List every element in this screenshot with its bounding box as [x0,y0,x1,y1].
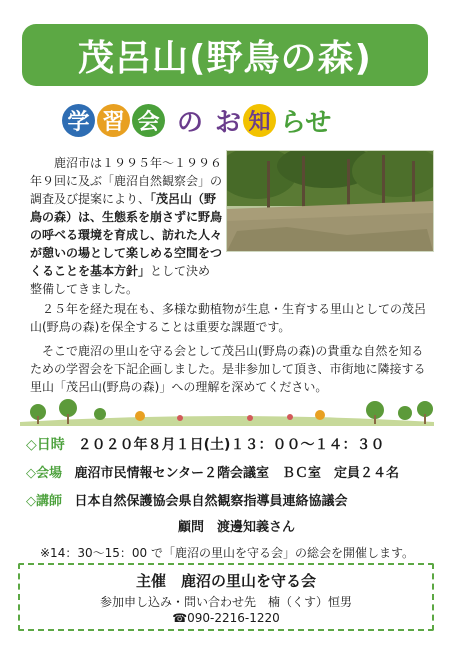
organizer: 主催 鹿沼の里山を守る会 [135,572,316,590]
venue-label: ◇会場 [26,466,62,481]
policy-text: 「茂呂山（野鳥の森）は、生態系を崩さずに野鳥の呼べる環境を育成し、訪れた人々が憩いの場として楽しめる空間をつくることを基本方針」 [30,192,223,278]
lecturer-label: ◇講師 [26,494,62,509]
subtitle [62,100,333,140]
subtitle-char-3: 会 [132,104,165,137]
venue-value: 鹿沼市民情報センター２階会議室 ＢＣ室 定員２４名 [74,466,400,481]
subtitle-char-1: 学 [62,104,95,137]
contact-person: 参加申し込み・問い合わせ先 楠（くす）恒男 [99,595,352,609]
decorative-trees [20,396,434,426]
phone-number: ☎090-2216-1220 [172,611,280,625]
lecturer-value: 日本自然保護協会県自然観察指導員連絡協議会 [74,494,348,509]
venue-row [26,462,399,481]
subtitle-char-2: 習 [97,104,130,137]
date-value: ２０２０年８月１日(土)１３：００～１４：３０ [77,437,385,453]
forest-photo [226,150,434,252]
conservation-paragraph: ２５年を経た現在も、多様な動植物が生息・生育する里山としての茂呂山(野鳥の森)を保全することは重要な課題です。 [30,302,427,334]
advisor: 顧問 渡邊知義さん [178,520,296,535]
subtitle-o: お [215,107,242,138]
plan-paragraph: そこで鹿沼の里山を守る会として茂呂山(野鳥の森)の貴重な自然を知るための学習会を下記企画しました。是非参加して頂き、市街地に隣接する里山「茂呂山(野鳥の森)」への理解を深めてください。 [30,344,426,394]
assembly-note: ※14：30～15：00 で「鹿沼の里山を守る会」の総会を開催します。 [40,546,414,560]
subtitle-no: の [177,107,204,138]
date-row [26,434,384,454]
subtitle-chi: 知 [243,104,276,137]
date-label: ◇日時 [26,437,65,453]
page-title: 茂呂山(野鳥の森) [78,37,372,79]
footer-box [18,563,434,631]
lecturer-row [26,490,348,509]
subtitle-rase: らせ [280,107,332,138]
title-banner [22,24,428,86]
intro-paragraph: 鹿沼市は１９９５年～１９９６年９回に及ぶ「鹿沼自然観察会」の調査及び提案により、「茂呂山（野鳥の森）は、生態系を崩さずに野鳥の呼べる環境を育成し、訪れた人々が憩いの場として楽しめる空間をつくることを基本方針」として決め整備してきました。 [30,156,223,296]
